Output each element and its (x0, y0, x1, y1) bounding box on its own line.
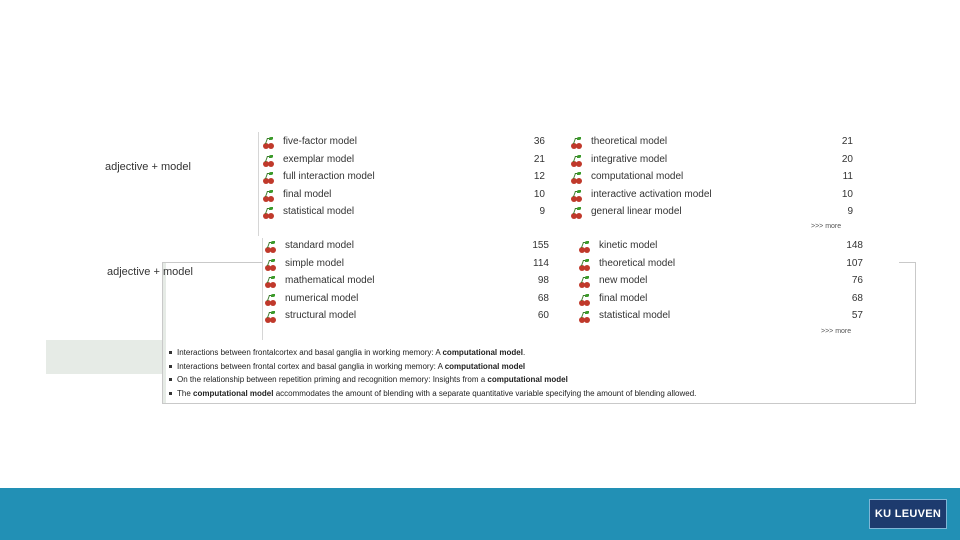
collocation-count: 57 (851, 310, 863, 321)
collocation-item[interactable] (263, 188, 545, 204)
collocation-item[interactable] (263, 170, 545, 186)
cherry-icon (263, 173, 274, 184)
concordance-post: . (522, 348, 526, 357)
collocation-item[interactable] (265, 309, 549, 325)
concordance-keyword: computational model (442, 348, 523, 357)
collocation-phrase[interactable]: simple model (285, 257, 344, 269)
collocation-item[interactable] (263, 135, 545, 151)
collocation-item[interactable] (571, 170, 853, 186)
cherry-icon (263, 208, 274, 219)
collocation-phrase[interactable]: statistical model (599, 310, 671, 321)
collocation-item[interactable] (263, 153, 545, 169)
collocation-count: 76 (851, 275, 863, 286)
collocation-count: 36 (533, 136, 545, 147)
collocation-count: 68 (537, 292, 549, 304)
bullet-icon (169, 378, 172, 381)
concordance-pre: Interactions between frontalcortex and basal ganglia in working memory: A (177, 348, 443, 357)
collocation-count: 21 (533, 153, 545, 165)
collocation-count: 10 (841, 188, 853, 200)
collocation-count: 114 (533, 257, 549, 269)
collocation-phrase[interactable]: statistical model (283, 206, 355, 217)
cherry-icon (579, 277, 590, 288)
cherry-icon (579, 242, 590, 253)
collocation-phrase[interactable]: full interaction model (283, 171, 375, 182)
cherry-icon (263, 138, 274, 149)
collocation-count: 11 (842, 171, 853, 182)
concordance-line (177, 375, 568, 384)
bullet-icon (169, 365, 172, 368)
cherry-icon (579, 295, 590, 306)
more-link[interactable]: >>> more (811, 223, 842, 230)
bullet-icon (169, 392, 172, 395)
collocation-phrase[interactable]: computational model (591, 171, 684, 182)
collocation-panel-1 (258, 132, 859, 236)
collocation-item[interactable] (263, 205, 545, 221)
collocation-phrase[interactable]: final model (283, 188, 332, 200)
collocation-item[interactable] (571, 153, 853, 169)
background-panel (46, 340, 164, 374)
concordance-line (177, 362, 525, 371)
collocation-phrase[interactable]: exemplar model (283, 153, 355, 165)
collocation-phrase[interactable]: theoretical model (599, 257, 676, 269)
collocation-phrase[interactable]: mathematical model (285, 275, 375, 286)
concordance-keyword: computational model (193, 389, 274, 398)
collocation-phrase[interactable]: new model (599, 275, 648, 286)
cherry-icon (571, 138, 582, 149)
collocation-count: 98 (537, 275, 549, 286)
collocation-count: 10 (533, 188, 545, 200)
collocation-count: 9 (847, 206, 853, 217)
collocation-phrase[interactable]: structural model (285, 310, 357, 321)
collocation-phrase[interactable]: kinetic model (599, 240, 658, 251)
collocation-item[interactable] (579, 274, 863, 290)
cherry-icon (263, 191, 274, 202)
concordance-keyword: computational model (444, 362, 526, 371)
cherry-icon (571, 191, 582, 202)
collocation-item[interactable] (265, 257, 549, 273)
ku-leuven-logo: KU LEUVEN (869, 499, 947, 529)
row-label-adjective-model-2: adjective + model (107, 266, 193, 278)
collocation-phrase[interactable]: numerical model (285, 292, 359, 304)
collocation-phrase[interactable]: general linear model (591, 206, 682, 217)
concordance-pre: Interactions between frontal cortex and basal ganglia in working memory: A (177, 362, 445, 371)
row-label-adjective-model-1: adjective + model (105, 161, 191, 173)
collocation-item[interactable] (571, 205, 853, 221)
collocation-item[interactable] (265, 274, 549, 290)
collocation-count: 60 (537, 310, 549, 321)
collocation-item[interactable] (579, 309, 863, 325)
collocation-phrase[interactable]: theoretical model (591, 136, 668, 147)
collocation-item[interactable] (265, 239, 549, 255)
concordance-keyword: computational model (487, 375, 568, 384)
collocation-count: 12 (533, 171, 545, 182)
concordance-pre: On the relationship between repetition priming and recognition memory: Insights from a (177, 375, 488, 384)
collocation-count: 9 (539, 206, 545, 217)
collocation-phrase[interactable]: final model (599, 292, 648, 304)
cherry-icon (579, 260, 590, 271)
concordance-line (177, 389, 696, 398)
cherry-icon (571, 173, 582, 184)
panel-edge (163, 263, 166, 403)
cherry-icon (579, 312, 590, 323)
collocation-count: 148 (846, 240, 863, 251)
cherry-icon (265, 277, 276, 288)
concordance-pre: The (177, 389, 194, 398)
collocation-item[interactable] (579, 257, 863, 273)
cherry-icon (571, 156, 582, 167)
concordance-post: accommodates the amount of blending with a separate quantitative variable specifying the amount of blending allowed. (273, 389, 697, 398)
collocation-item[interactable] (579, 239, 863, 255)
collocation-item[interactable] (571, 188, 853, 204)
cherry-icon (571, 208, 582, 219)
cherry-icon (265, 260, 276, 271)
cherry-icon (265, 312, 276, 323)
footer-bar (0, 488, 960, 540)
more-link[interactable]: >>> more (821, 328, 852, 335)
collocation-count: 68 (851, 292, 863, 304)
collocation-phrase[interactable]: standard model (285, 240, 354, 251)
collocation-item[interactable] (571, 135, 853, 151)
collocation-item[interactable] (265, 292, 549, 308)
cherry-icon (263, 156, 274, 167)
collocation-phrase[interactable]: interactive activation model (591, 188, 712, 200)
bullet-icon (169, 351, 172, 354)
collocation-count: 20 (841, 153, 853, 165)
collocation-phrase[interactable]: integrative model (591, 153, 668, 165)
collocation-phrase[interactable]: five-factor model (283, 136, 357, 147)
collocation-count: 155 (532, 240, 549, 251)
collocation-panel-2 (262, 238, 899, 340)
cherry-icon (265, 242, 276, 253)
collocation-count: 21 (841, 136, 853, 147)
concordance-line (177, 348, 525, 357)
cherry-icon (265, 295, 276, 306)
collocation-item[interactable] (579, 292, 863, 308)
collocation-count: 107 (846, 257, 863, 269)
